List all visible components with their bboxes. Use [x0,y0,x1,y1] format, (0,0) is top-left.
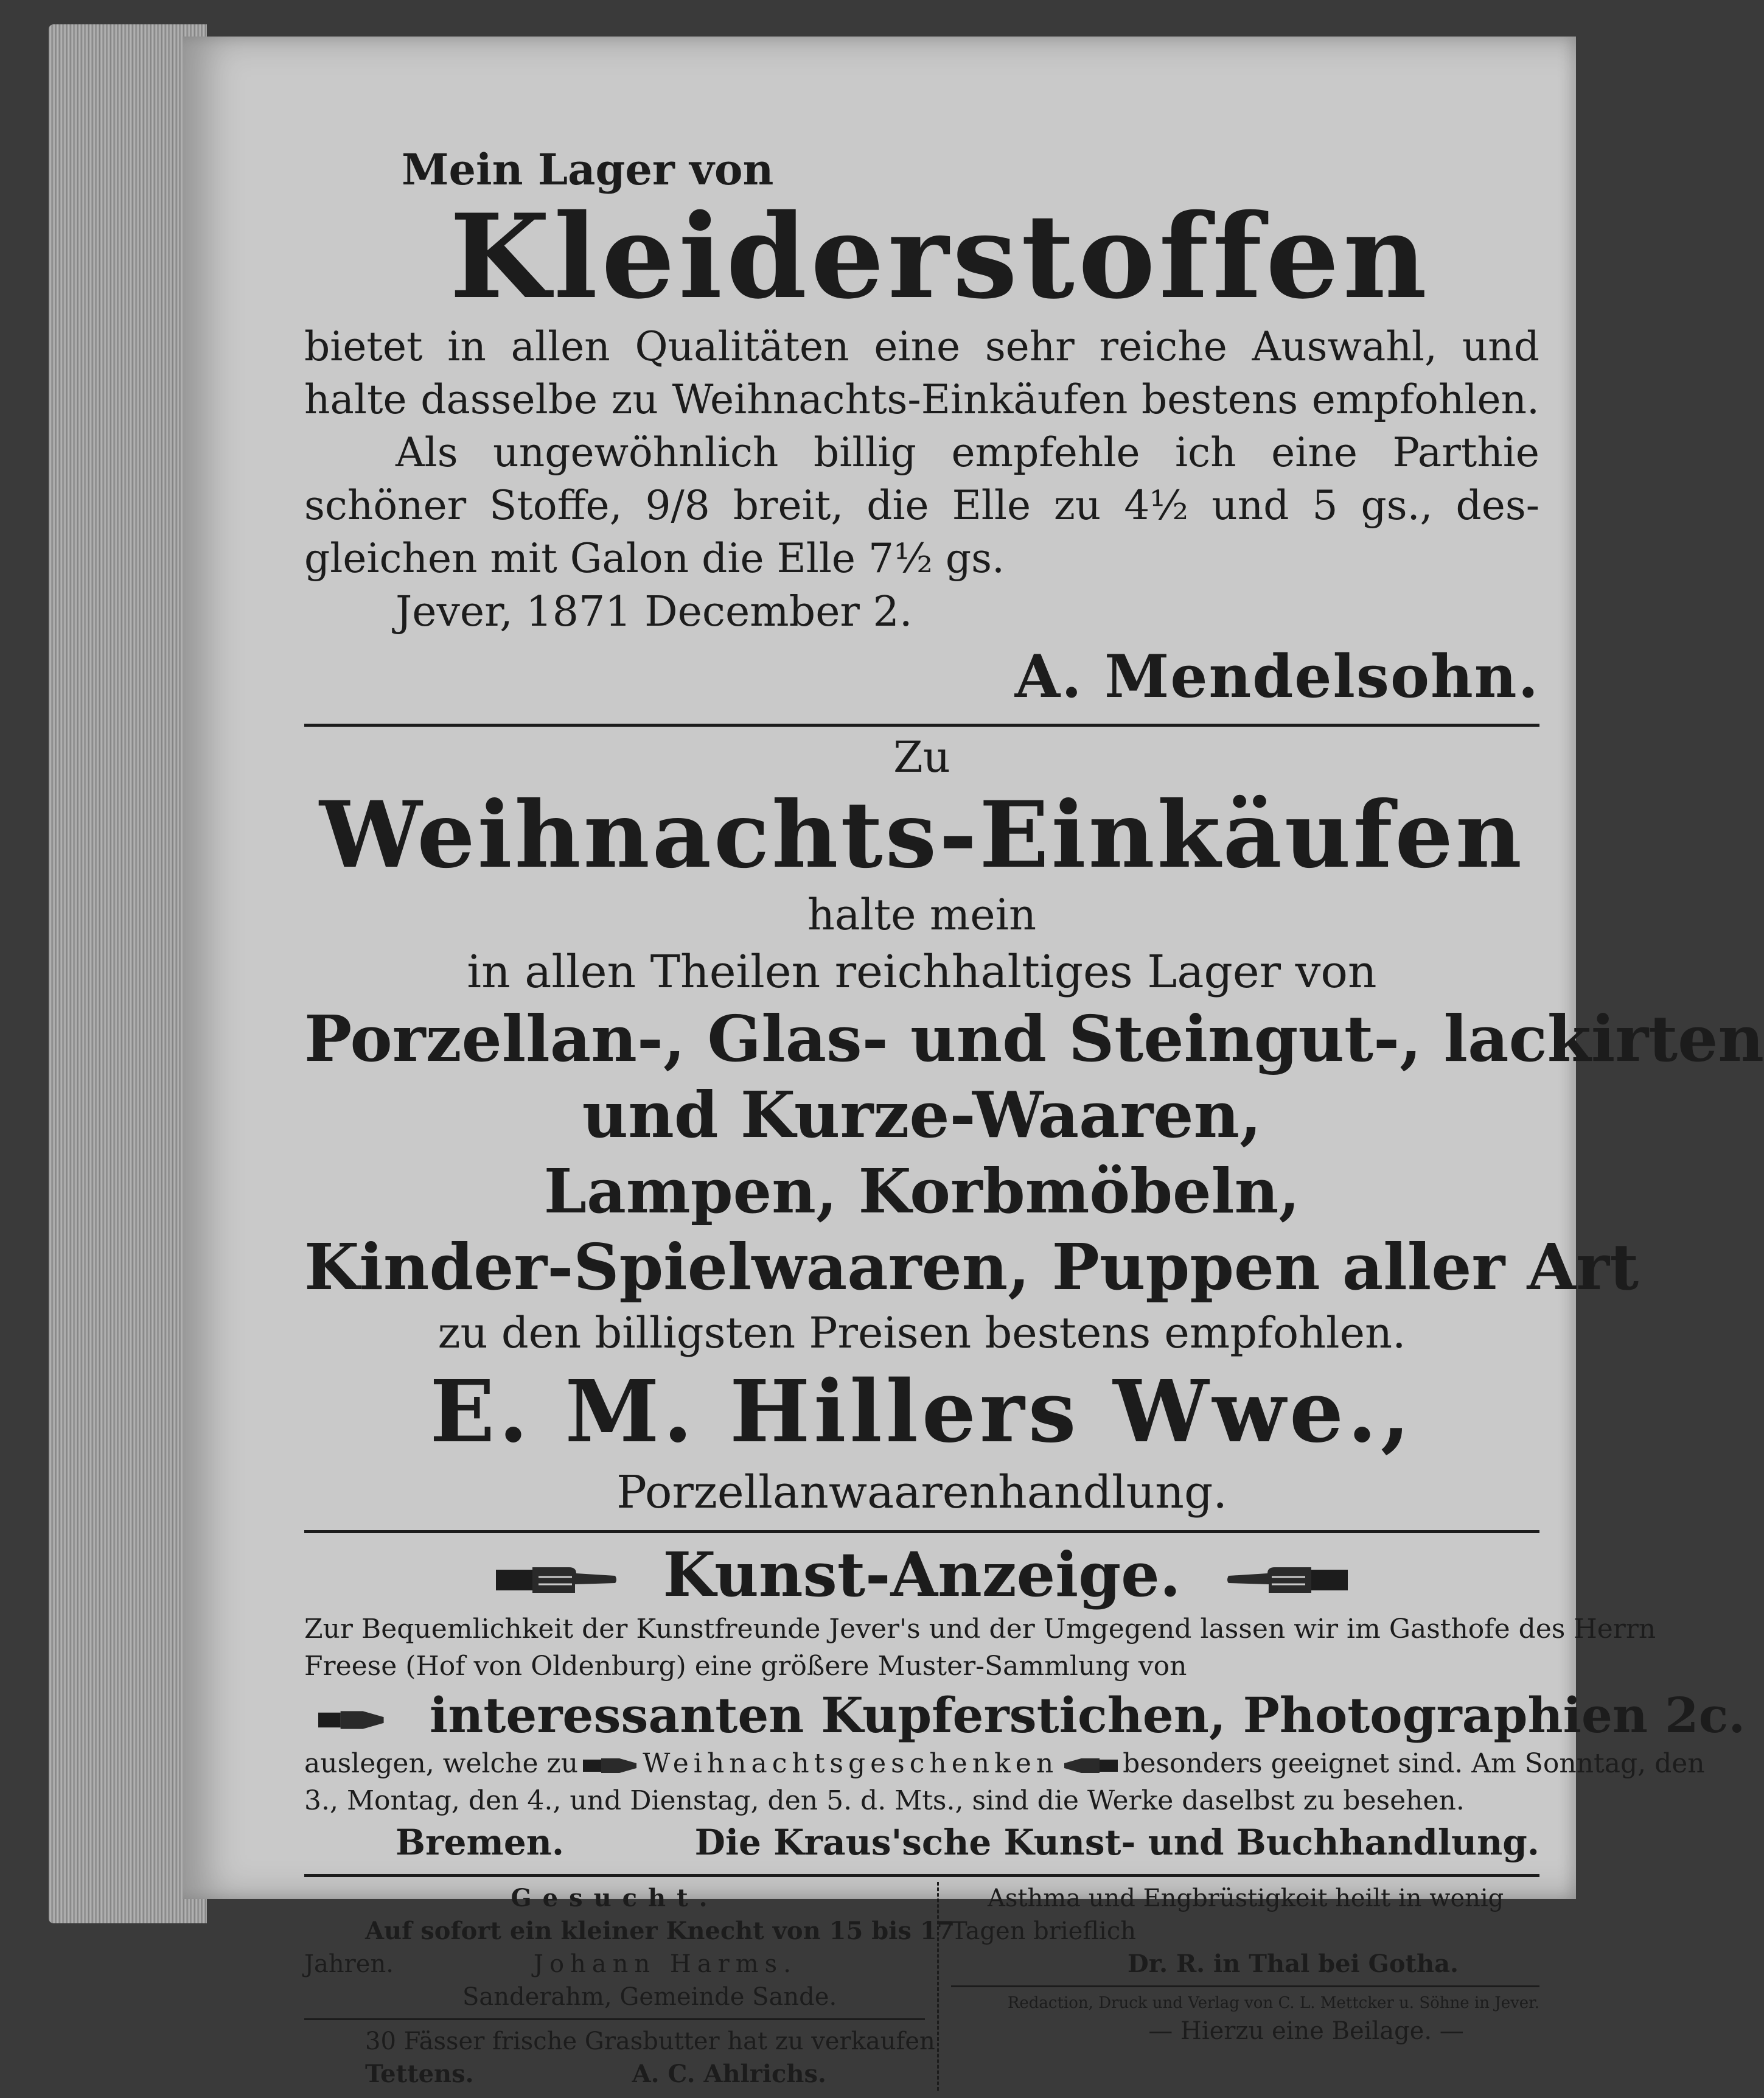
notice-line [304,1948,925,1981]
newspaper-page [183,37,1764,2089]
notice-line: Sanderahm, Gemeinde Sande. [462,1983,837,2012]
ad-text-line: 3., Montag, den 4., und Dienstag, den 5. d. Mts., sind die Werke daselbst zu besehen. [304,1785,1465,1817]
notice-text: Tettens. [365,2060,474,2089]
notices-left-column [304,1882,954,2091]
ad-text-part: auslegen, welche zu [304,1748,579,1780]
ad-text-line [304,1746,1705,1783]
notice-asthma [951,1882,1539,1981]
notice-line: 30 Fässer frische Grasbutter hat zu verkaufen [365,2027,935,2056]
ad-line: in allen Theilen reichhaltiges Lager von [467,946,1377,999]
pointing-hand-right-icon [496,1559,618,1601]
ad-place-date: Jever, 1871 December 2. [396,587,913,636]
ad-intro: Mein Lager von [402,144,774,195]
pointing-hand-left-icon [1226,1559,1348,1601]
ad-signature: A. Mendelsohn. [1014,642,1539,711]
ad-goods-line: Porzellan-, Glas- und Steingut-, lackirten [304,1001,1764,1077]
pointing-hand-right-icon [583,1755,638,1777]
ad-body-line: halte dasselbe zu Weihnachts-Einkäufen bestens empfohlen. [304,376,1539,424]
notice-signer: Johann Harms. [533,1950,797,1979]
pointing-hand-left-icon [1063,1755,1118,1777]
ad-weihnachts-einkaeufe [304,732,1764,1522]
ad-headline: Weihnachts-Einkäufen [319,781,1524,889]
ad-text-part: Weihnachtsgeschenken [643,1748,1059,1780]
ad-headline: Kunst-Anzeige. [663,1539,1181,1610]
notice-grasbutter [304,2025,935,2091]
notice-line: Dr. R. in Thal bei Gotha. [1128,1949,1459,1979]
ad-headline-row [304,1538,1539,1611]
ad-text-line: Freese (Hof von Oldenburg) eine größere Muster-Sammlung von [304,1650,1187,1682]
ad-body [304,320,1539,586]
ad-body-line: Als ungewöhnlich billig empfehle ich eine Parthie [396,429,1539,477]
notices-right-column [937,1882,1539,2091]
ad-body-line: schöner Stoffe, 9/8 breit, die Elle zu 4½ und 5 gs., des- [304,482,1539,530]
ad-closing: zu den billigsten Preisen bestens empfohlen. [438,1307,1406,1358]
ad-text-line: Zur Bequemlichkeit der Kunstfreunde Jever's und der Umgegend lassen wir im Gasthofe des Herrn [304,1614,1656,1645]
ad-firm-subtitle: Porzellanwaarenhandlung. [616,1466,1227,1519]
ad-kleiderstoffe [304,146,1539,715]
ad-signature: Die Kraus'sche Kunst- und Buchhandlung. [694,1821,1539,1863]
small-notices [304,1882,1539,2091]
ad-zu: Zu [893,732,950,782]
notice-title: Gesucht. [511,1884,719,1913]
notice-line: Auf sofort ein kleiner Knecht von 15 bis 17 [365,1917,954,1946]
divider-rule [304,1874,1539,1877]
imprint-supplement: — Hierzu eine Beilage. — [1148,2016,1464,2045]
ad-line: halte mein [807,890,1037,940]
pointing-hand-right-icon [309,1707,394,1733]
ad-kunst-anzeige [304,1538,1746,1865]
divider-rule [304,2018,925,2020]
ad-highlight-line [304,1685,1746,1746]
divider-rule [304,724,1539,727]
ad-text [304,1611,1656,1685]
notice-line [304,2058,925,2091]
ad-signature-row [304,1820,1539,1865]
ad-goods-line: Lampen, Korbmöbeln, [543,1155,1300,1228]
notice-line: Tagen brieflich [951,1917,1137,1946]
notice-text: Jahren. [304,1950,394,1979]
imprint-publisher: Redaction, Druck und Verlag von C. L. Mettcker u. Söhne in Jever. [1007,1994,1539,2013]
ad-highlight-text: interessanten Kupferstichen, Photographien 2c. [429,1687,1746,1744]
ad-text [304,1746,1705,1819]
ad-goods-line: und Kurze-Waaren, [582,1077,1262,1153]
ad-text-part: besonders geeignet sind. Am Sonntag, den [1123,1748,1705,1780]
ad-headline: Kleiderstoffen [449,189,1431,324]
ad-firm-name: E. M. Hillers Wwe., [430,1362,1414,1462]
page-content [304,144,1764,2091]
ad-body-line: bietet in allen Qualitäten eine sehr reiche Auswahl, und [304,323,1539,370]
divider-rule [304,1530,1539,1533]
notice-gesucht [304,1882,954,2013]
ad-body-line: gleichen mit Galon die Elle 7½ gs. [304,535,1005,582]
notice-line: Asthma und Engbrüstigkeit heilt in wenig [988,1884,1504,1913]
notice-signer: A. C. Ahlrichs. [632,2060,826,2089]
ad-place: Bremen. [396,1821,565,1863]
ad-goods-line: Kinder-Spielwaaren, Puppen aller Art [304,1229,1639,1305]
divider-rule [951,1985,1539,1987]
